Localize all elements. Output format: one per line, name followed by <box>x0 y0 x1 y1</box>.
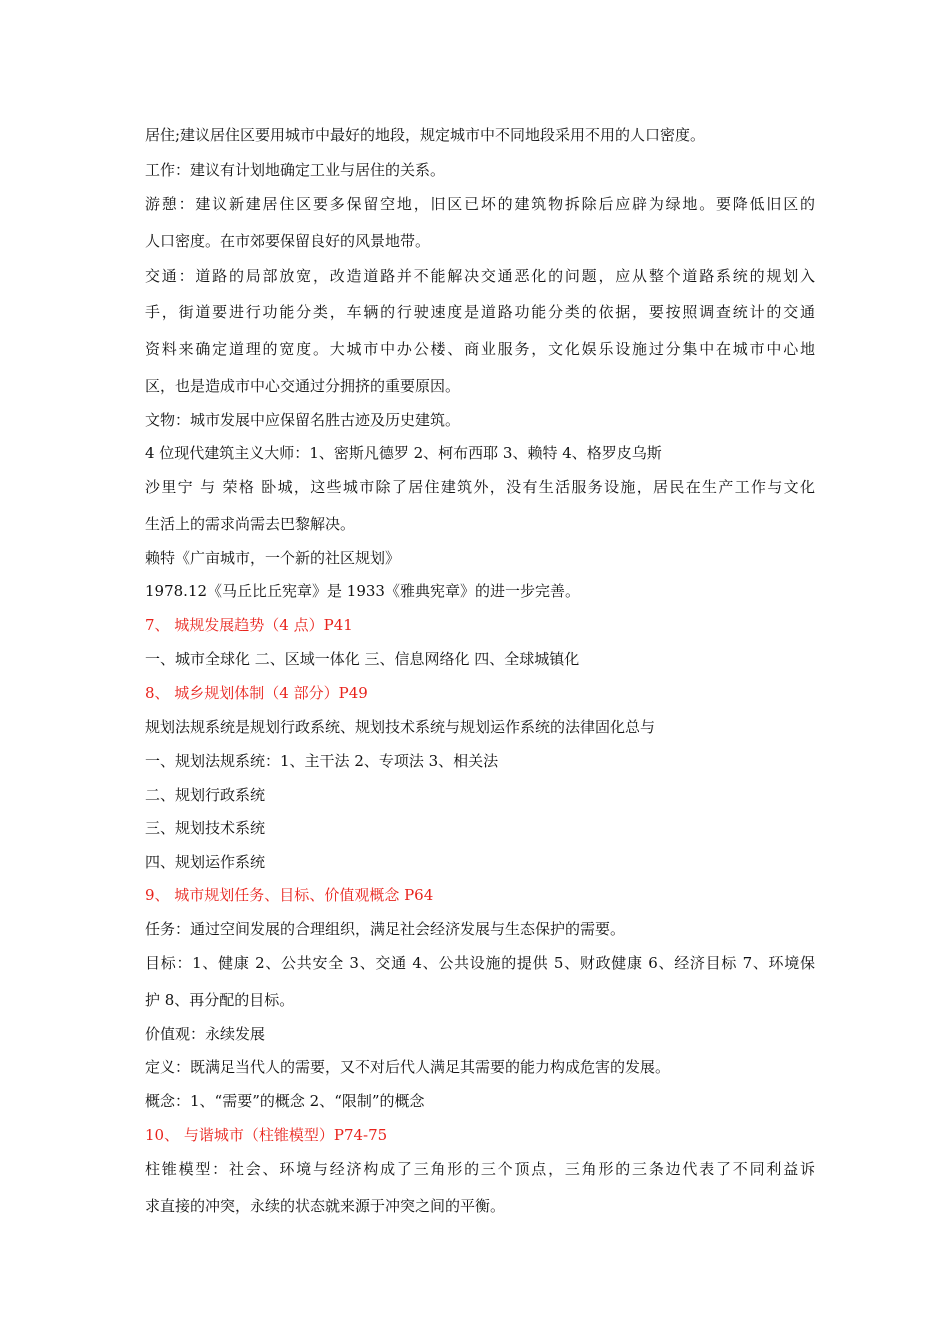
text-line: 生活上的需求尚需去巴黎解决。 <box>145 515 356 533</box>
section-heading: 10、 与谐城市（柱锥模型）P74-75 <box>145 1126 388 1144</box>
text-line: 1978.12《马丘比丘宪章》是 1933《雅典宪章》的进一步完善。 <box>145 582 580 600</box>
text-line: 游憩：建议新建居住区要多保留空地，旧区已坏的建筑物拆除后应辟为绿地。要降低旧区的 <box>145 195 815 213</box>
text-line: 目标：1、健康 2、公共安全 3、交通 4、公共设施的提供 5、财政健康 6、经济目标 7、环境保 <box>145 954 815 972</box>
text-line: 居住;建议居住区要用城市中最好的地段，规定城市中不同地段采用不用的人口密度。 <box>145 126 706 144</box>
text-line: 资料来确定道理的宽度。大城市中办公楼、商业服务，文化娱乐设施过分集中在城市中心地 <box>145 340 815 358</box>
text-line: 沙里宁 与 荣格 卧城，这些城市除了居住建筑外，没有生活服务设施，居民在生产工作与文化 <box>145 478 815 496</box>
text-line: 4 位现代建筑主义大师：1、密斯凡德罗 2、柯布西耶 3、赖特 4、格罗皮乌斯 <box>145 444 662 462</box>
section-heading: 8、 城乡规划体制（4 部分）P49 <box>145 684 368 702</box>
text-line: 护 8、再分配的目标。 <box>145 991 295 1009</box>
text-line: 一、规划法规系统：1、主干法 2、专项法 3、相关法 <box>145 752 499 770</box>
section-heading: 7、 城规发展趋势（4 点）P41 <box>145 616 353 634</box>
text-line: 三、规划技术系统 <box>145 819 266 837</box>
text-line: 定义：既满足当代人的需要，又不对后代人满足其需要的能力构成危害的发展。 <box>145 1058 671 1076</box>
text-line: 文物：城市发展中应保留名胜古迹及历史建筑。 <box>145 411 461 429</box>
section-heading: 9、 城市规划任务、目标、价值观概念 P64 <box>145 886 434 904</box>
text-line: 求直接的冲突，永续的状态就来源于冲突之间的平衡。 <box>145 1197 506 1215</box>
text-line: 任务：通过空间发展的合理组织，满足社会经济发展与生态保护的需要。 <box>145 920 626 938</box>
text-line: 二、规划行政系统 <box>145 786 266 804</box>
text-line: 手，街道要进行功能分类，车辆的行驶速度是道路功能分类的依据，要按照调查统计的交通 <box>145 303 815 321</box>
text-line: 工作：建议有计划地确定工业与居住的关系。 <box>145 161 446 179</box>
text-line: 赖特《广亩城市，一个新的社区规划》 <box>145 549 401 567</box>
text-line: 规划法规系统是规划行政系统、规划技术系统与规划运作系统的法律固化总与 <box>145 718 656 736</box>
text-line: 一、城市全球化 二、区域一体化 三、信息网络化 四、全球城镇化 <box>145 650 580 668</box>
text-line: 柱锥模型：社会、环境与经济构成了三角形的三个顶点，三角形的三条边代表了不同利益诉 <box>145 1160 815 1178</box>
text-line: 价值观：永续发展 <box>145 1025 266 1043</box>
text-line: 区，也是造成市中心交通过分拥挤的重要原因。 <box>145 377 461 395</box>
text-line: 概念：1、“需要”的概念 2、“限制”的概念 <box>145 1092 425 1110</box>
text-line: 四、规划运作系统 <box>145 853 266 871</box>
text-line: 人口密度。在市郊要保留良好的风景地带。 <box>145 232 431 250</box>
text-line: 交通：道路的局部放宽，改造道路并不能解决交通恶化的问题，应从整个道路系统的规划入 <box>145 267 815 285</box>
